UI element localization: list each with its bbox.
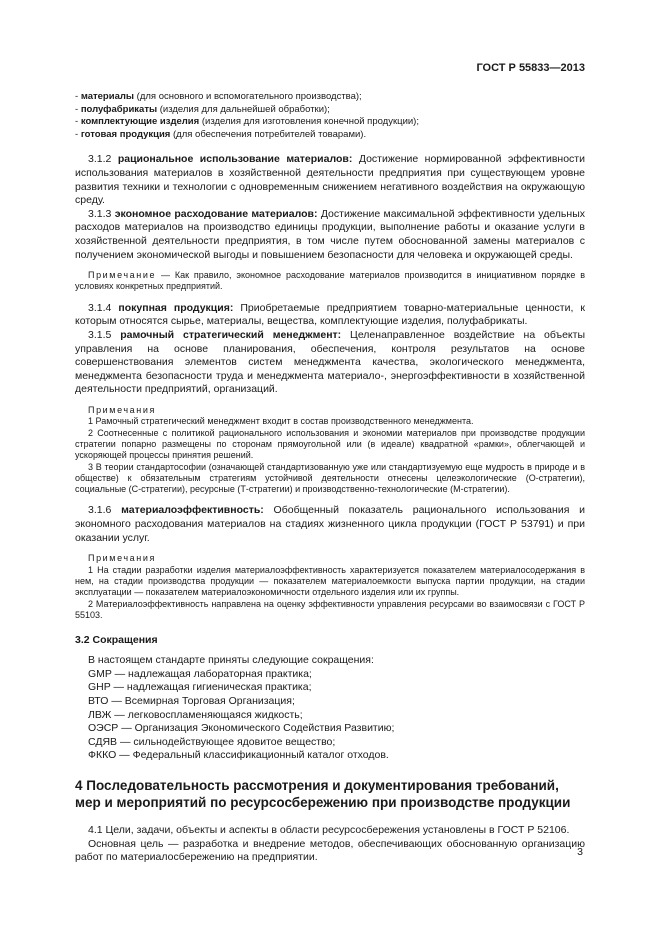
definition-text: Достижение нормированной эффективности использования материалов в хозяйственной деятельности предприятия при существующем уровне развития техники и технологии с одновременным снижением негативного воздействия на окружающую среду. — [75, 153, 585, 207]
abbreviation-item: ВТО — Всемирная Торговая Организация; — [88, 695, 295, 707]
abbreviations-intro: В настоящем стандарте приняты следующие сокращения: — [88, 654, 374, 667]
note-text: — Как правило, экономное расходование материалов производится в инициативном порядке в условиях конкретных предприятий. — [75, 270, 585, 292]
list-item: - материалы (для основного и вспомогательного производства); — [75, 91, 362, 102]
list-item-desc: (для основного и вспомогательного производства); — [134, 91, 362, 102]
list-item-term: материалы — [80, 91, 135, 102]
note-item: 2 Соотнесенные с политикой рационального использования и экономии материалов при производстве продукции стратегии попарно размещены по сторонам прямоугольной или (в идеале) квадратной «рамки», облегчающей и ускоряющей процессы принятия решений. — [75, 427, 585, 461]
list-item-term: полуфабрикаты — [80, 103, 158, 115]
abbreviation-item: ОЭСР — Организация Экономического Содействия Развитию; — [88, 722, 395, 735]
definition-3-1-5 — [75, 329, 585, 397]
standard-code-header: ГОСТ Р 55833—2013 — [476, 62, 585, 74]
abbreviation-item: СДЯВ — сильнодействующее ядовитое вещество; — [88, 735, 336, 748]
clause-number: 3.1.6 — [88, 504, 122, 517]
clause-number: 3.1.4 — [88, 301, 119, 314]
definition-3-1-6 — [75, 504, 585, 545]
defined-term: покупная продукция: — [118, 301, 234, 314]
defined-term: рамочный стратегический менеджмент: — [120, 328, 342, 341]
abbreviation-item: GHP — надлежащая гигиеническая практика; — [88, 681, 312, 694]
clause-number: 3.1.2 — [88, 153, 118, 166]
note-item: 3 В теории стандартософии (означающей стандартизованную уже или стандартизуемую еще мудрость в природе и в обществе) к обязательным стратегиям устойчивой деятельности отнесены целеэкологические (О-стратегии), социальные (С-стратегии), ресурсные (Т-стратегии) и производственно-технологические (М-стратегии). — [75, 461, 585, 495]
product-types-list — [75, 91, 585, 141]
defined-term: рациональное использование материалов: — [117, 153, 353, 166]
abbreviation-item: ФККО — Федеральный классификационный каталог отходов. — [88, 749, 389, 762]
section-3-2-heading: 3.2 Сокращения — [75, 634, 158, 647]
definition-text: Целенаправленное воздействие на объекты управления на основе планирования, обеспечения, контроля результатов на основе совершенствования элементов систем менеджмента качества, экологического менеджмента, менеджмента безопасности труда и менеджмента материало-, энергоэффективности в хозяйственной деятельности предприятий, организаций. — [75, 328, 586, 396]
abbreviation-item: ЛВЖ — легковоспламеняющаяся жидкость; — [88, 708, 303, 721]
note-label: Примечание — [88, 270, 157, 281]
list-item-term: комплектующие изделия — [80, 116, 200, 128]
notes-heading: Примечания — [88, 404, 156, 415]
list-item: - комплектующие изделия (изделия для изготовления конечной продукции); — [75, 116, 419, 128]
section-4-heading-line: мер и мероприятий по ресурсосбережению при производстве продукции — [75, 795, 571, 811]
page-number: 3 — [577, 846, 583, 858]
list-item-desc: (для обеспечения потребителей товарами). — [170, 128, 367, 140]
list-item-desc: (изделия для дальнейшей обработки); — [157, 103, 330, 115]
definition-text: Достижение максимальной эффективности удельных расходов материалов на производство единицы продукции, выполнение работы и оказание услуги в хозяйственной деятельности предприятия, в том числе путем обоснованной замены материалов с получением экономической выгоды и повышением безопасности для человека и окружающей среды. — [75, 207, 585, 261]
note-3-1-3 — [75, 270, 585, 293]
definition-text: Обобщенный показатель рационального использования и экономного расходования материалов на стадиях жизненного цикла продукции (ГОСТ Р 53791) и при оказании услуг. — [75, 504, 585, 544]
list-item: - готовая продукция (для обеспечения потребителей товарами). — [75, 128, 367, 140]
definition-text: Приобретаемые предприятием товарно-материальные ценности, к которым относятся сырье, материалы, вещества, комплектующие изделия, полуфабрикаты. — [75, 301, 585, 328]
defined-term: материалоэффективность: — [121, 504, 264, 517]
clause-number: 3.1.3 — [88, 207, 115, 220]
note-item: 1 Рамочный стратегический менеджмент входит в состав производственного менеджмента. — [88, 416, 474, 427]
definition-3-1-2 — [75, 153, 585, 207]
section-4-heading — [75, 777, 585, 812]
list-item: - полуфабрикаты (изделия для дальнейшей обработки); — [75, 103, 330, 115]
definition-3-1-4 — [75, 302, 585, 329]
notes-heading: Примечания — [88, 553, 156, 564]
clause-number: 3.1.5 — [88, 328, 121, 341]
section-4-heading-line: 4 Последовательность рассмотрения и документирования требований, — [75, 777, 559, 793]
page-content — [75, 91, 585, 865]
defined-term: экономное расходование материалов: — [114, 207, 318, 220]
note-item: 1 На стадии разработки изделия материалоэффективность характеризуется показателем материалосодержания в нем, на стадии производства продукции — показателем материалоемкости выпуска партии продукции, на стадии эксплуатации — показателем материалоэкономичности отдельного изделия или их группы. — [75, 564, 585, 598]
definition-3-1-3 — [75, 208, 585, 262]
list-item-desc: (изделия для изготовления конечной продукции); — [199, 116, 419, 128]
clause-4-1-main-goal: Основная цель — разработка и внедрение методов, обеспечивающих обоснованную организацию работ по материалосбережению на предприятии. — [75, 837, 585, 864]
note-item: 2 Материалоэффективность направлена на оценку эффективности управления ресурсами во взаимосвязи с ГОСТ Р 55103. — [75, 598, 585, 620]
abbreviations-block — [75, 654, 585, 763]
list-item-term: готовая продукция — [80, 128, 171, 140]
clause-4-1: 4.1 Цели, задачи, объекты и аспекты в области ресурсосбережения установлены в ГОСТ Р 52106. — [88, 823, 570, 836]
abbreviation-item: GMP — надлежащая лабораторная практика; — [88, 667, 312, 680]
